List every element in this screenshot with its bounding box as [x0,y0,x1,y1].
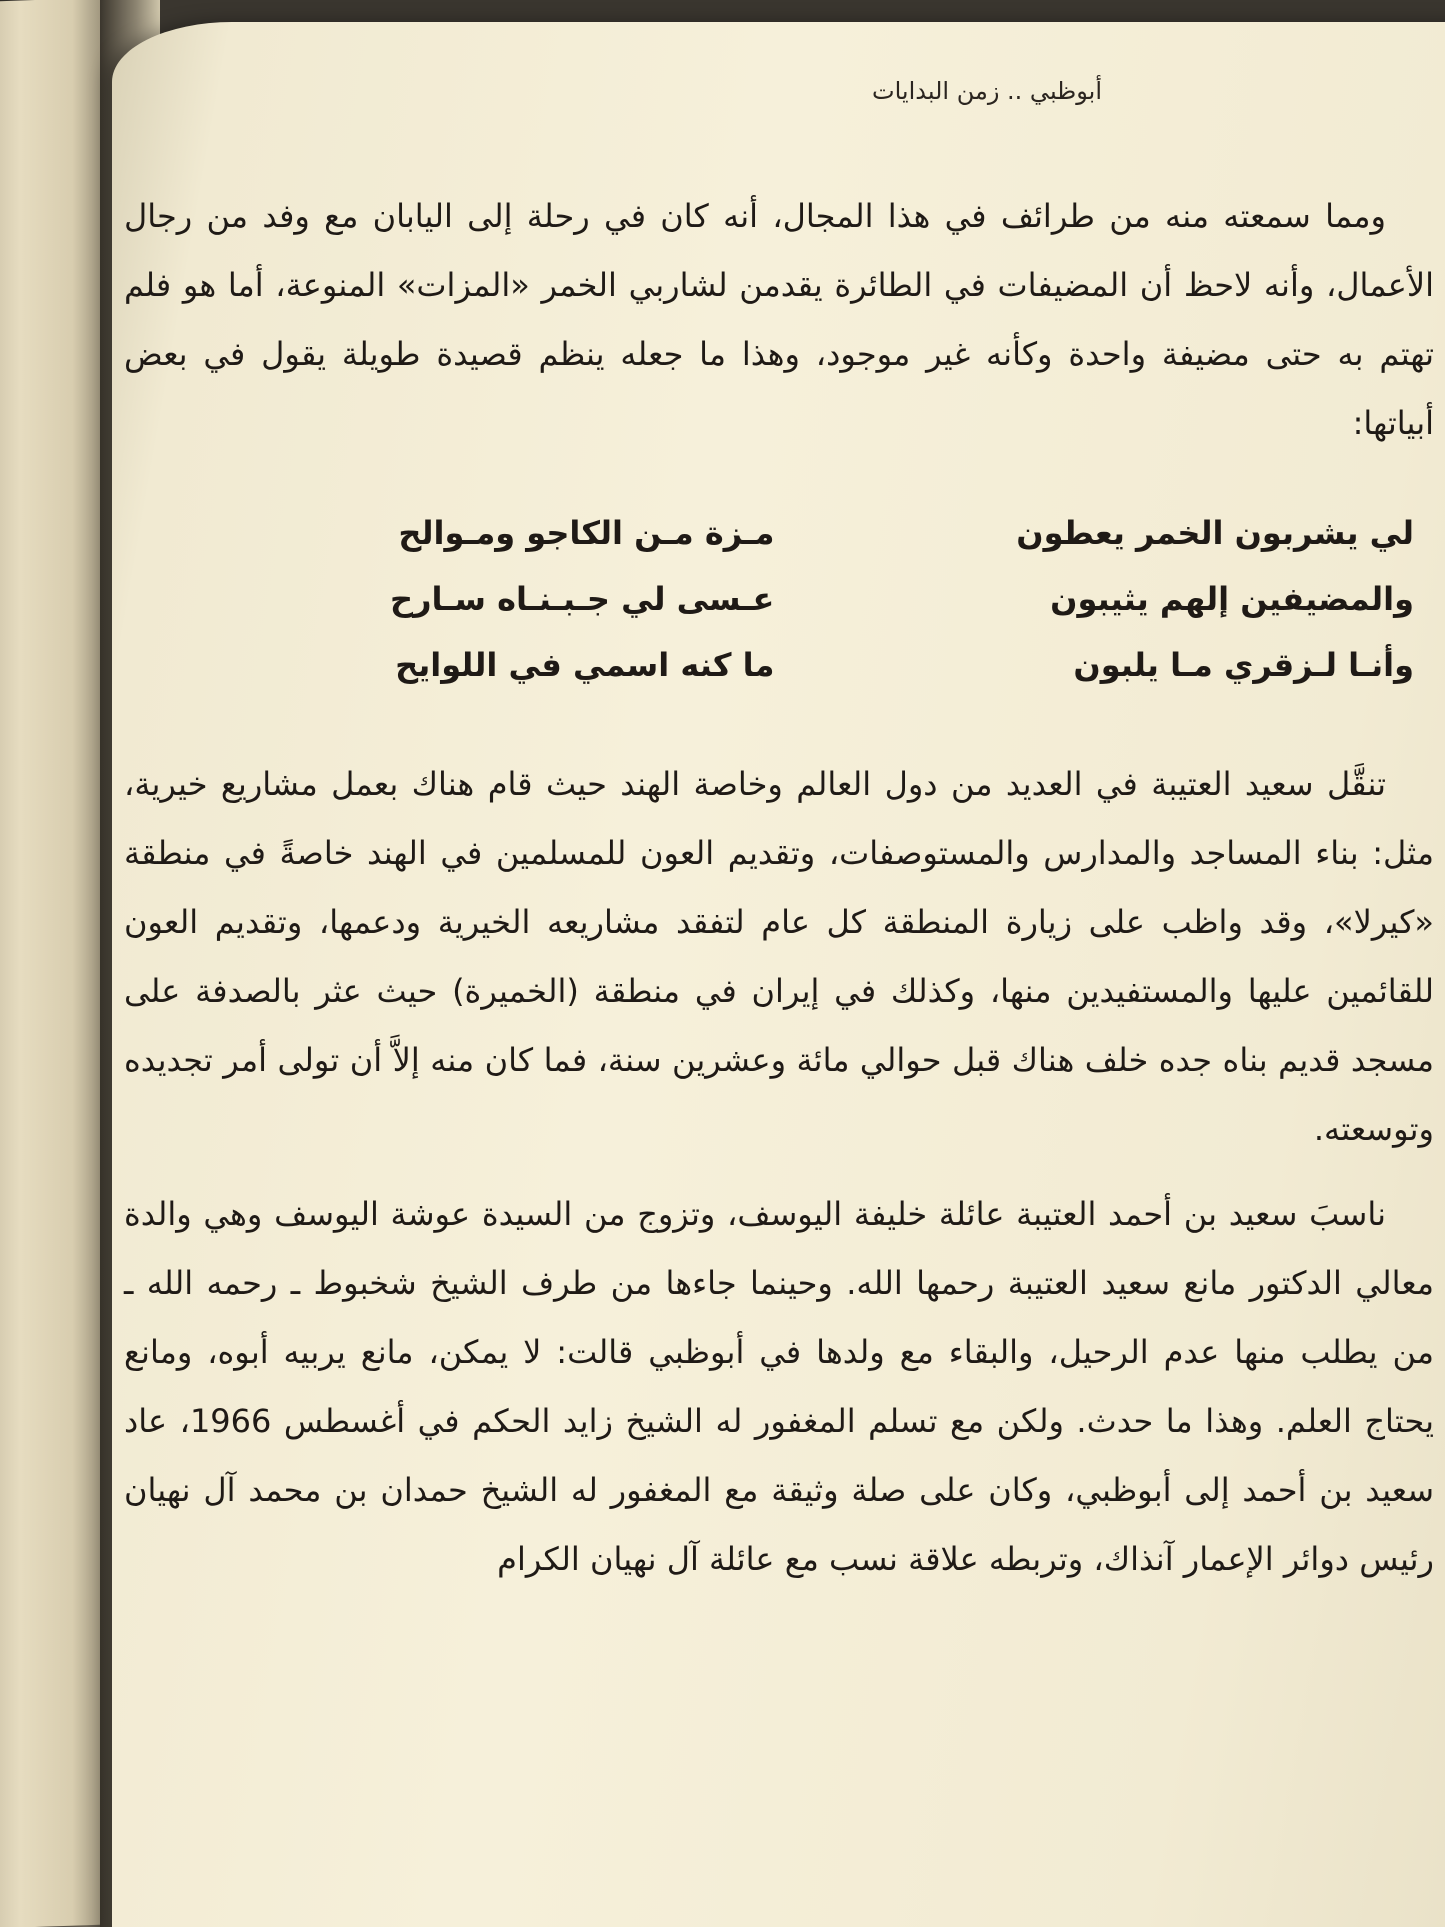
verse-second-half: ما كنه اسمي في اللوايح [395,646,775,684]
paragraph-travels: تنقَّل سعيد العتيبة في العديد من دول العالم وخاصة الهند حيث قام هناك بعمل مشاريع خيرية، مثل: بناء المساجد والمدارس والمستوصفات، وتقديم العون للمسلمين في الهند خاصةً في منطقة «كيرلا»، وقد واظب على زيارة المنطقة كل عام لتفقد مشاريعه الخيرية ودعمها، وتقديم العون للقائمين عليها والمستفيدين منها، وكذلك في إيران في منطقة (الخميرة) حيث عثر بالصدفة على مسجد قديم بناه جده خلف هناك قبل حوالي مائة وعشرين سنة، فما كان منه إلاَّ أن تولى أمر تجديده وتوسعته. [124,765,1434,1148]
book-page [112,22,1445,1927]
poem [124,500,1434,698]
poem-verse [184,632,1414,698]
body-text [124,182,1434,1594]
left-page-edge [0,0,110,1927]
poem-verse [184,500,1414,566]
poem-verse [184,566,1414,632]
verse-first-half: لي يشربون الخمر يعطون [1016,514,1414,552]
verse-second-half: مـزة مـن الكاجو ومـوالح [398,514,775,552]
running-head: أبوظبي .. زمن البدايات [872,77,1103,105]
verse-first-half: والمضيفين إلهم يثيبون [1050,580,1414,618]
paragraph-family: ناسبَ سعيد بن أحمد العتيبة عائلة خليفة اليوسف، وتزوج من السيدة عوشة اليوسف وهي والدة معالي الدكتور مانع سعيد العتيبة رحمها الله. وحينما جاءها من طرف الشيخ شخبوط ـ رحمه الله ـ من يطلب منها عدم الرحيل، والبقاء مع ولدها في أبوظبي قالت: لا يمكن، مانع يربيه أبوه، ومانع يحتاج العلم. وهذا ما حدث. ولكن مع تسلم المغفور له الشيخ زايد الحكم في أغسطس 1966، عاد سعيد بن أحمد إلى أبوظبي، وكان على صلة وثيقة مع المغفور له الشيخ حمدان بن محمد آل نهيان رئيس دوائر الإعمار آنذاك، وتربطه علاقة نسب مع عائلة آل نهيان الكرام [124,1195,1435,1578]
paragraph-anecdote: ومما سمعته منه من طرائف في هذا المجال، أنه كان في رحلة إلى اليابان مع وفد من رجال الأعمال، وأنه لاحظ أن المضيفات في الطائرة يقدمن لشاربي الخمر «المزات» المنوعة، أما هو فلم تهتم به حتى مضيفة واحدة وكأنه غير موجود، وهذا ما جعله ينظم قصيدة طويلة يقول في بعض أبياتها: [124,197,1434,442]
verse-first-half: وأنـا لـزقري مـا يلبون [1073,646,1414,684]
verse-second-half: عـسى لي جـبـنـاه سـارح [390,580,775,618]
